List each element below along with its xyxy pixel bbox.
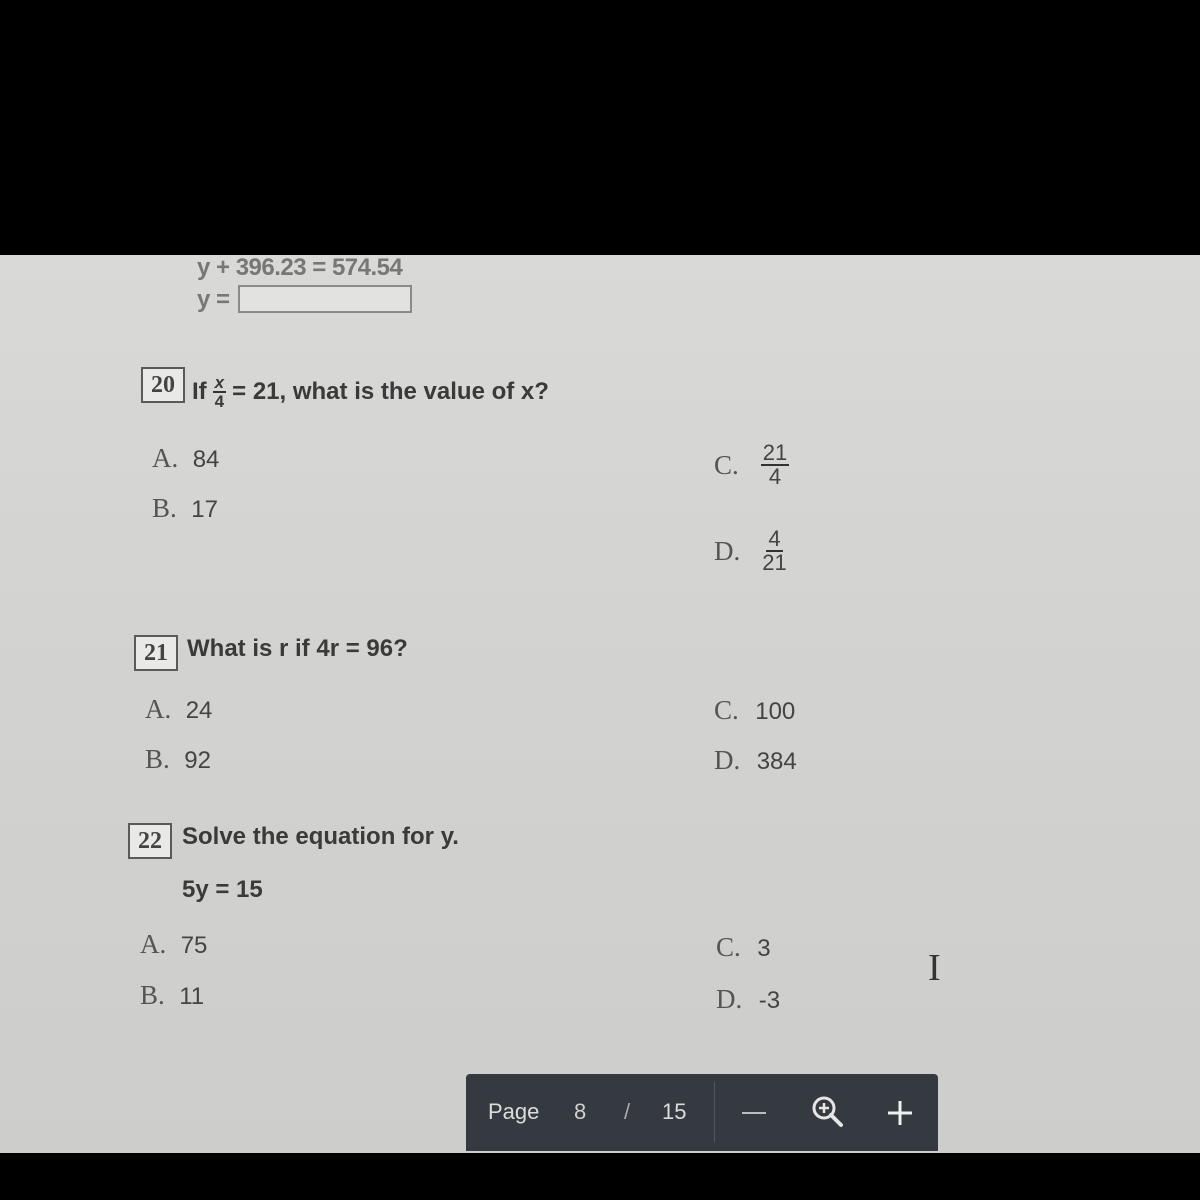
- toolbar-divider: [714, 1082, 715, 1142]
- q20-choice-a[interactable]: [152, 443, 219, 474]
- total-pages: 15: [662, 1099, 687, 1124]
- choice-fraction: [761, 442, 789, 488]
- magnifier-plus-icon[interactable]: [810, 1094, 846, 1130]
- choice-letter: A.: [140, 929, 167, 959]
- q21-choice-c[interactable]: [714, 695, 795, 726]
- choice-letter: B.: [152, 493, 177, 523]
- answer-input-box[interactable]: [238, 285, 412, 313]
- q20-suffix: = 21, what is the value of x?: [232, 378, 549, 405]
- current-page-input[interactable]: 8: [574, 1099, 587, 1124]
- choice-value: 75: [180, 932, 208, 959]
- choice-value: 3: [757, 935, 771, 962]
- plus-icon[interactable]: [886, 1099, 914, 1127]
- choice-letter: D.: [716, 984, 743, 1014]
- minus-icon[interactable]: [742, 1112, 766, 1114]
- q22-choice-d[interactable]: [716, 984, 780, 1015]
- question-21-text: What is r if 4r = 96?: [187, 635, 408, 662]
- q20-choice-d[interactable]: [714, 528, 787, 574]
- q22-choice-c[interactable]: [716, 932, 771, 963]
- q20-fraction: [213, 374, 226, 410]
- prev-equation: y + 396.23 = 574.54: [197, 254, 403, 281]
- page-label: Page: [488, 1099, 540, 1124]
- choice-value: 84: [192, 446, 220, 473]
- choice-value: 24: [185, 697, 213, 724]
- choice-value: 384: [756, 748, 797, 775]
- question-number-20: 20: [141, 367, 185, 403]
- choice-value: 100: [755, 698, 796, 725]
- question-number-21: 21: [134, 635, 178, 671]
- q22-choice-b[interactable]: [140, 980, 204, 1011]
- q21-choice-d[interactable]: [714, 745, 797, 776]
- question-20-text: [192, 374, 549, 410]
- choice-letter: C.: [714, 449, 739, 480]
- q20-choice-c[interactable]: [714, 442, 789, 488]
- choice-letter: C.: [714, 695, 739, 725]
- frac-num: 4: [768, 526, 781, 551]
- page-separator: /: [624, 1099, 631, 1124]
- q20-frac-num: x: [214, 373, 225, 392]
- q20-choice-b[interactable]: [152, 493, 218, 524]
- q21-choice-a[interactable]: [145, 694, 212, 725]
- choice-letter: B.: [145, 744, 170, 774]
- choice-letter: D.: [714, 535, 741, 566]
- question-22-text: Solve the equation for y.: [182, 823, 459, 850]
- choice-value: 17: [191, 496, 218, 523]
- choice-letter: D.: [714, 745, 741, 775]
- choice-value: -3: [758, 987, 781, 1014]
- q22-choice-a[interactable]: [140, 929, 207, 960]
- q20-prefix: If: [192, 378, 207, 405]
- choice-letter: C.: [716, 932, 741, 962]
- choice-letter: B.: [140, 980, 165, 1010]
- choice-value: 11: [179, 983, 205, 1010]
- frac-num: 21: [762, 440, 788, 465]
- question-number-22: 22: [128, 823, 172, 859]
- choice-value: 92: [184, 747, 211, 774]
- frac-den: 21: [762, 550, 787, 575]
- page-toolbar: [466, 1074, 938, 1151]
- q21-choice-b[interactable]: [145, 744, 211, 775]
- prev-answer-label: y =: [197, 286, 230, 313]
- question-22-equation: 5y = 15: [182, 876, 263, 903]
- text-cursor-icon: I: [928, 947, 941, 989]
- choice-letter: A.: [145, 694, 172, 724]
- frac-den: 4: [768, 464, 782, 489]
- choice-fraction: [762, 528, 786, 574]
- choice-letter: A.: [152, 443, 179, 473]
- q20-frac-den: 4: [214, 392, 225, 411]
